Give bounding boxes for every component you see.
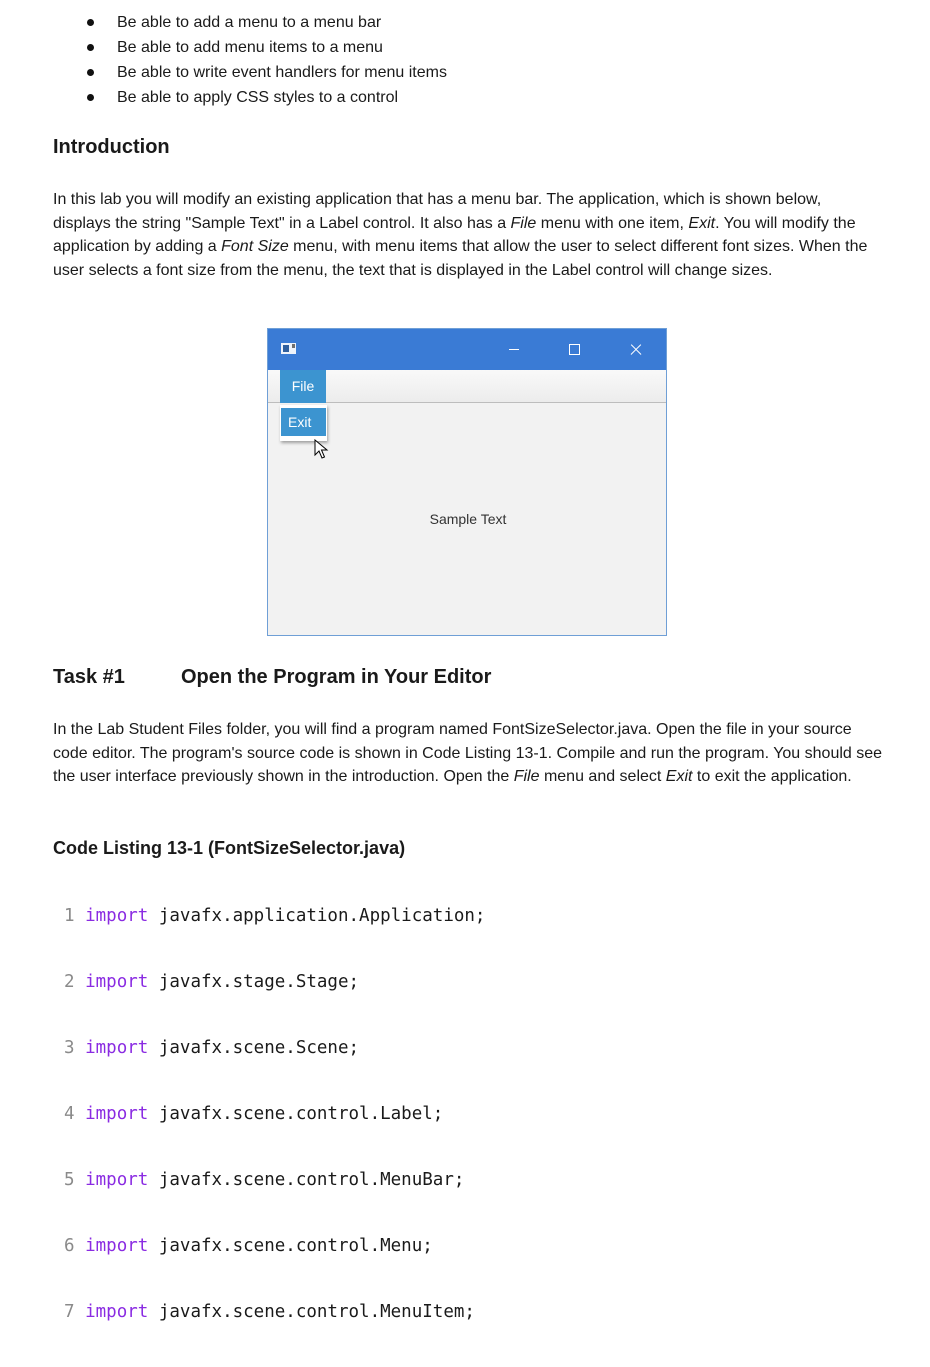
intro-text-1: In this lab you will modify an existing application that has a menu bar. The application, which is shown below, displays the string "Sample Text" in a Label control. It also has a — [53, 191, 822, 232]
code-keyword: import — [85, 1236, 149, 1256]
task-exit-term: Exit — [665, 768, 693, 785]
code-keyword: import — [85, 1170, 149, 1190]
minimize-icon[interactable] — [504, 339, 524, 359]
task-file-term: File — [513, 768, 540, 785]
menu-file[interactable]: File — [280, 370, 326, 403]
code-line — [64, 1169, 485, 1191]
code-line — [64, 1037, 485, 1059]
window-titlebar — [268, 329, 666, 370]
intro-text-3: . You will modify the application by adding a — [53, 214, 856, 255]
line-number: 6 — [64, 1236, 75, 1256]
task-text-2: menu and select — [539, 768, 666, 785]
menu-bar — [268, 370, 666, 403]
list-item: Be able to write event handlers for menu items — [84, 60, 447, 85]
task-title: Open the Program in Your Editor — [181, 666, 492, 688]
line-number: 3 — [64, 1038, 75, 1058]
intro-font-size-term: Font Size — [221, 238, 289, 255]
app-icon — [281, 343, 296, 354]
menu-item-exit[interactable]: Exit — [281, 408, 326, 436]
code-keyword: import — [85, 906, 149, 926]
line-number: 7 — [64, 1302, 75, 1322]
code-line — [64, 1235, 485, 1257]
code-keyword: import — [85, 1302, 149, 1322]
code-text: javafx.scene.control.Label; — [148, 1104, 444, 1124]
code-keyword: import — [85, 1038, 149, 1058]
line-number: 4 — [64, 1104, 75, 1124]
intro-text-4: menu, with menu items that allow the user to select different font sizes. When the user selects a font size from the menu, the text that is displayed in the Label control will change sizes. — [53, 238, 868, 279]
line-number: 2 — [64, 972, 75, 992]
intro-file-term: File — [510, 214, 537, 232]
code-keyword: import — [85, 1104, 149, 1124]
code-line — [64, 1103, 485, 1125]
mouse-cursor-icon — [314, 439, 330, 459]
code-listing-title: Code Listing 13-1 (FontSizeSelector.java) — [53, 838, 406, 858]
objectives-list — [84, 10, 447, 110]
file-menu-dropdown — [280, 405, 327, 441]
list-item: Be able to apply CSS styles to a control — [84, 85, 447, 110]
task-text-1: In the Lab Student Files folder, you will find a program named FontSizeSelector.java. Open the file in your source code editor. The program's source code is shown in Code Listing 13-1. Compile and run the program. You should see the user interface previously shown in the introduction. Open the — [53, 721, 883, 785]
intro-text-2: menu with one item, — [536, 214, 689, 232]
code-text: javafx.application.Application; — [148, 906, 486, 926]
code-text: javafx.scene.control.MenuBar; — [148, 1170, 465, 1190]
task-number: Task #1 — [53, 666, 125, 688]
code-listing — [64, 861, 485, 1367]
app-window-screenshot — [267, 328, 667, 636]
code-text: javafx.stage.Stage; — [148, 972, 360, 992]
task-paragraph — [53, 718, 883, 789]
code-line — [64, 905, 485, 927]
sample-text-label: Sample Text — [429, 511, 507, 527]
code-text: javafx.scene.control.Menu; — [148, 1236, 433, 1256]
code-line — [64, 1301, 485, 1323]
intro-exit-term: Exit — [688, 214, 716, 232]
code-line — [64, 971, 485, 993]
code-keyword: import — [85, 972, 149, 992]
task-text-3: to exit the application. — [692, 768, 852, 785]
introduction-paragraph — [53, 188, 883, 282]
list-item: Be able to add a menu to a menu bar — [84, 10, 447, 35]
code-text: javafx.scene.control.MenuItem; — [148, 1302, 475, 1322]
line-number: 1 — [64, 906, 75, 926]
close-icon[interactable] — [626, 339, 646, 359]
list-item: Be able to add menu items to a menu — [84, 35, 447, 60]
introduction-heading: Introduction — [53, 136, 170, 158]
code-text: javafx.scene.Scene; — [148, 1038, 360, 1058]
line-number: 5 — [64, 1170, 75, 1190]
maximize-icon[interactable] — [565, 339, 585, 359]
